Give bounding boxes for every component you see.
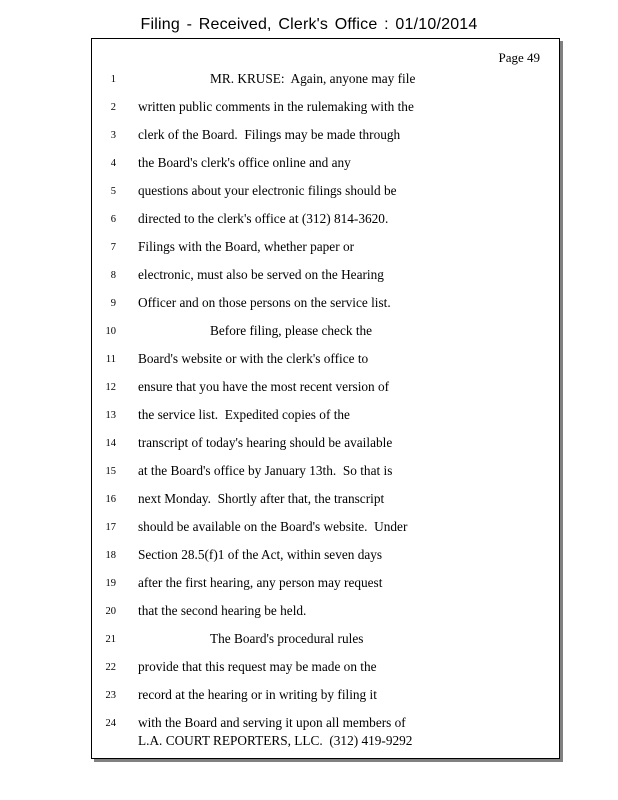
transcript-line bbox=[92, 407, 559, 427]
line-number: 17 bbox=[105, 522, 116, 533]
line-text: that the second hearing be held. bbox=[138, 603, 307, 618]
line-number: 4 bbox=[110, 158, 116, 169]
transcript-line bbox=[92, 351, 559, 371]
transcript-line bbox=[92, 715, 559, 735]
line-number: 23 bbox=[105, 690, 116, 701]
transcript-line bbox=[92, 491, 559, 511]
line-text: Before filing, please check the bbox=[210, 323, 373, 338]
transcript-line bbox=[92, 155, 559, 175]
line-text: transcript of today's hearing should be available bbox=[138, 435, 393, 450]
line-text: the service list. Expedited copies of the bbox=[138, 407, 350, 422]
transcript-line bbox=[92, 127, 559, 147]
line-text: Filings with the Board, whether paper or bbox=[138, 239, 355, 254]
line-text: questions about your electronic filings should be bbox=[138, 183, 397, 198]
line-text: the Board's clerk's office online and any bbox=[138, 155, 351, 170]
line-number: 6 bbox=[110, 214, 116, 225]
line-text: directed to the clerk's office at (312) 814-3620. bbox=[138, 211, 389, 226]
line-text: should be available on the Board's website. Under bbox=[138, 519, 408, 534]
transcript-line bbox=[92, 575, 559, 595]
line-number: 20 bbox=[105, 606, 116, 617]
line-number: 10 bbox=[105, 326, 116, 337]
line-number: 15 bbox=[105, 466, 116, 477]
transcript-line bbox=[92, 463, 559, 483]
line-text: MR. KRUSE: Again, anyone may file bbox=[210, 71, 416, 86]
line-number: 18 bbox=[105, 550, 116, 561]
transcript-line bbox=[92, 71, 559, 91]
line-text: The Board's procedural rules bbox=[210, 631, 364, 646]
transcript-line bbox=[92, 547, 559, 567]
line-number: 2 bbox=[110, 102, 116, 113]
line-number: 7 bbox=[110, 242, 116, 253]
line-number: 16 bbox=[105, 494, 116, 505]
line-number: 21 bbox=[105, 634, 116, 645]
line-number: 13 bbox=[105, 410, 116, 421]
line-number: 14 bbox=[105, 438, 116, 449]
transcript-line bbox=[92, 603, 559, 623]
line-text: provide that this request may be made on the bbox=[138, 659, 377, 674]
line-number: 8 bbox=[110, 270, 116, 281]
transcript-line bbox=[92, 211, 559, 231]
transcript-line bbox=[92, 99, 559, 119]
page-number: Page 49 bbox=[498, 50, 540, 65]
transcript-line bbox=[92, 519, 559, 539]
line-text: next Monday. Shortly after that, the transcript bbox=[138, 491, 385, 506]
line-number: 3 bbox=[110, 130, 116, 141]
line-text: ensure that you have the most recent version of bbox=[138, 379, 390, 394]
line-text: Officer and on those persons on the service list. bbox=[138, 295, 391, 310]
line-number: 1 bbox=[110, 74, 116, 85]
line-number: 12 bbox=[105, 382, 116, 393]
line-text: electronic, must also be served on the Hearing bbox=[138, 267, 384, 282]
transcript-line bbox=[92, 267, 559, 287]
line-text: after the first hearing, any person may request bbox=[138, 575, 383, 590]
line-text: clerk of the Board. Filings may be made through bbox=[138, 127, 401, 142]
line-number: 19 bbox=[105, 578, 116, 589]
line-number: 9 bbox=[110, 298, 116, 309]
transcript-line bbox=[92, 239, 559, 259]
line-text: with the Board and serving it upon all members of bbox=[138, 715, 406, 730]
line-number: 22 bbox=[105, 662, 116, 673]
transcript-line bbox=[92, 183, 559, 203]
transcript-line bbox=[92, 435, 559, 455]
line-text: Board's website or with the clerk's office to bbox=[138, 351, 369, 366]
line-number: 24 bbox=[105, 718, 116, 729]
transcript-line bbox=[92, 631, 559, 651]
transcript-line bbox=[92, 687, 559, 707]
transcript-line bbox=[92, 295, 559, 315]
line-text: record at the hearing or in writing by filing it bbox=[138, 687, 377, 702]
filing-stamp: Filing - Received, Clerk's Office : 01/10/2014 bbox=[140, 16, 478, 33]
line-text: written public comments in the rulemaking with the bbox=[138, 99, 414, 114]
transcript-page bbox=[91, 38, 560, 759]
line-text: at the Board's office by January 13th. So that is bbox=[138, 463, 393, 478]
transcript-line bbox=[92, 659, 559, 679]
court-reporter-footer: L.A. COURT REPORTERS, LLC. (312) 419-9292 bbox=[138, 733, 413, 748]
transcript-line bbox=[92, 379, 559, 399]
line-number: 5 bbox=[110, 186, 116, 197]
transcript-line bbox=[92, 323, 559, 343]
line-number: 11 bbox=[105, 354, 116, 365]
line-text: Section 28.5(f)1 of the Act, within seven days bbox=[138, 547, 383, 562]
